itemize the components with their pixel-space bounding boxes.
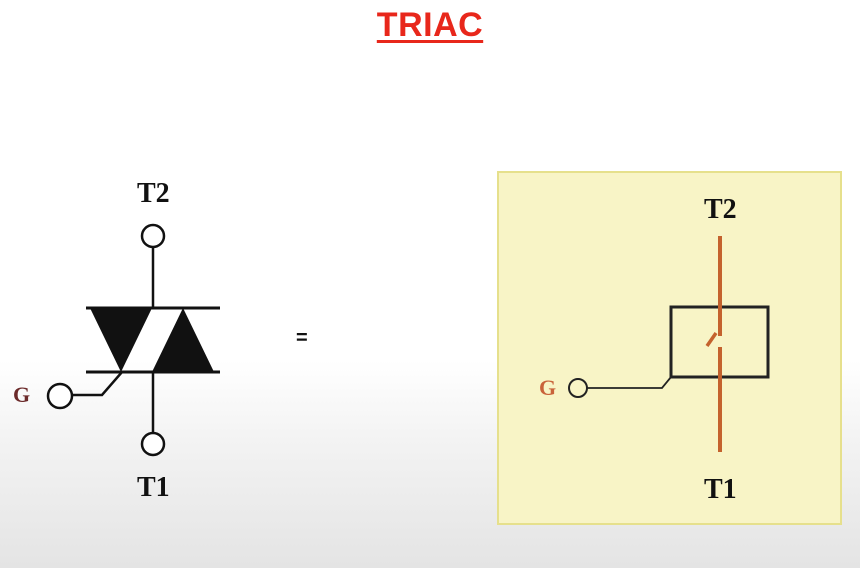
triac-terminal-t1-label: T1 (137, 472, 170, 503)
triac-terminal-t2-label: T2 (137, 178, 170, 209)
equivalent-gate-lead (587, 377, 671, 388)
page-title: TRIAC (376, 6, 484, 44)
triac-gate-label: G (13, 382, 31, 407)
equivalent-gate-terminal-circle (569, 379, 587, 397)
equivalent-terminal-t1-label: T1 (704, 474, 737, 505)
equals-sign: = (296, 327, 308, 349)
equivalent-switch-blade (707, 333, 716, 346)
equivalent-terminal-t2-label: T2 (704, 194, 737, 225)
equivalent-gate-label: G (539, 375, 557, 400)
